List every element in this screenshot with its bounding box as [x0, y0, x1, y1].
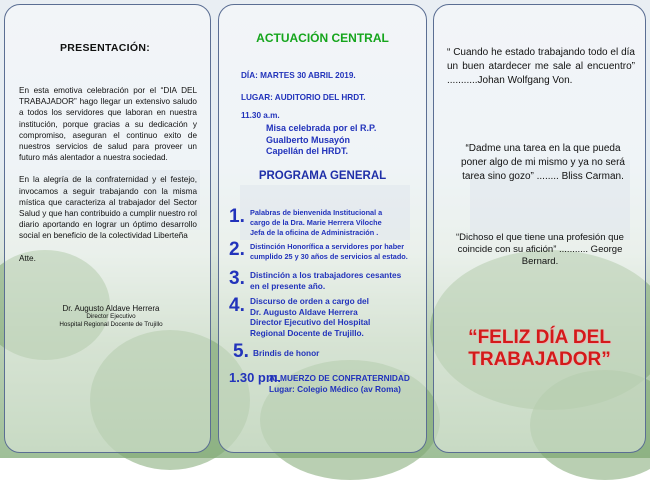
- program-item-line: Jefa de la oficina de Administración .: [250, 227, 379, 237]
- closing-text: Atte.: [19, 253, 36, 263]
- presentation-title: PRESENTACIÓN:: [60, 42, 151, 54]
- program-item-line: Dr. Augusto Aldave Herrera: [250, 306, 358, 317]
- quote-3: “Dichoso el que tiene una profesión que coincide con su afición” ........... George Bernard.: [456, 232, 624, 267]
- program-title: PROGRAMA GENERAL: [258, 170, 387, 182]
- program-item: [253, 349, 319, 359]
- item-number: 2.: [229, 239, 245, 260]
- presentation-body: [19, 85, 197, 275]
- central-event-title: ACTUACIÓN CENTRAL: [256, 31, 389, 45]
- program-item-line: en el presente año.: [250, 281, 326, 291]
- program-item-line: Palabras de bienvenida Institucional a: [250, 208, 383, 217]
- signer-role: Director Ejecutivo: [86, 313, 136, 320]
- item-number: 1.: [229, 206, 245, 227]
- event-place: LUGAR: AUDITORIO DEL HRDT.: [241, 93, 366, 102]
- mass-line: Gualberto Musayón: [266, 134, 351, 145]
- program-item-line: Lugar: Colegio Médico (av Roma): [269, 384, 401, 394]
- program-item-line: Discurso de orden a cargo del: [250, 296, 369, 306]
- signer-organization: Hospital Regional Docente de Trujillo: [59, 321, 163, 328]
- program-item-line: Director Ejecutivo del Hospital: [250, 317, 371, 327]
- program-item-line: cumplido 25 y 30 años de servicios al estado.: [250, 251, 408, 261]
- greeting-line: “FELIZ DÍA DEL: [468, 327, 611, 348]
- program-item-line: cargo de la Dra. Marie Herrera Viloche: [250, 217, 382, 227]
- mass-line: Misa celebrada por el R.P.: [266, 123, 377, 133]
- mass-line: Capellán del HRDT.: [266, 146, 349, 156]
- program-item: [250, 270, 401, 292]
- signature-block: [16, 304, 206, 329]
- program-item: [250, 242, 408, 262]
- quote-1: “ Cuando he estado trabajando todo el día un buen atardecer me sale al encuentro” ...........Johan Wolfgang Von.: [447, 47, 635, 86]
- presentation-paragraph-2: En la alegría de la confraternidad y el festejo, invocamos a seguir trabajando con la misma mística que caracteriza al trabajador del Sector Salud y que han contribuido a cumplir nuestro rol diario aportando en lograr un óptimo desarrollo social en beneficio de la colectividad Liberteña: [19, 175, 197, 241]
- item-number: 5.: [233, 341, 249, 362]
- program-item-line: Brindis de honor: [253, 348, 320, 358]
- item-number: 4.: [229, 295, 245, 316]
- presentation-paragraph-1: En esta emotiva celebración por el “DIA DEL TRABAJADOR” hago llegar un extensivo saludo a todos los servidores que laboran en nuestra institución, porque gracias a su dedicación y compromiso, aseguran el continuo exito de nuestros servicios de salud para proveer un futuro más alentador a nuestra sociedad.: [19, 86, 197, 163]
- program-item: [269, 373, 410, 395]
- item-number: 1.30 pm.: [229, 370, 282, 385]
- program-item-line: Distinción a los trabajadores cesantes: [250, 270, 402, 280]
- program-item-line: ALMUERZO DE CONFRATERNIDAD: [269, 373, 410, 383]
- greeting-line: TRABAJADOR”: [468, 349, 611, 370]
- mass-description: [266, 123, 376, 158]
- program-item: [250, 296, 370, 338]
- event-time: 11.30 a.m.: [241, 111, 280, 120]
- event-date: DÍA: MARTES 30 ABRIL 2019.: [241, 71, 356, 80]
- program-item: [250, 208, 382, 237]
- program-item-line: Regional Docente de Trujillo.: [250, 327, 364, 338]
- item-number: 3.: [229, 268, 245, 289]
- program-item-line: Distinción Honorífica a servidores por haber: [250, 242, 405, 251]
- quote-2: “Dadme una tarea en la que pueda poner algo de mi mismo y ya no será tarea sino gozo” ........ Bliss Carman.: [461, 143, 625, 182]
- signer-name: Dr. Augusto Aldave Herrera: [62, 304, 160, 313]
- greeting-banner: [433, 327, 646, 371]
